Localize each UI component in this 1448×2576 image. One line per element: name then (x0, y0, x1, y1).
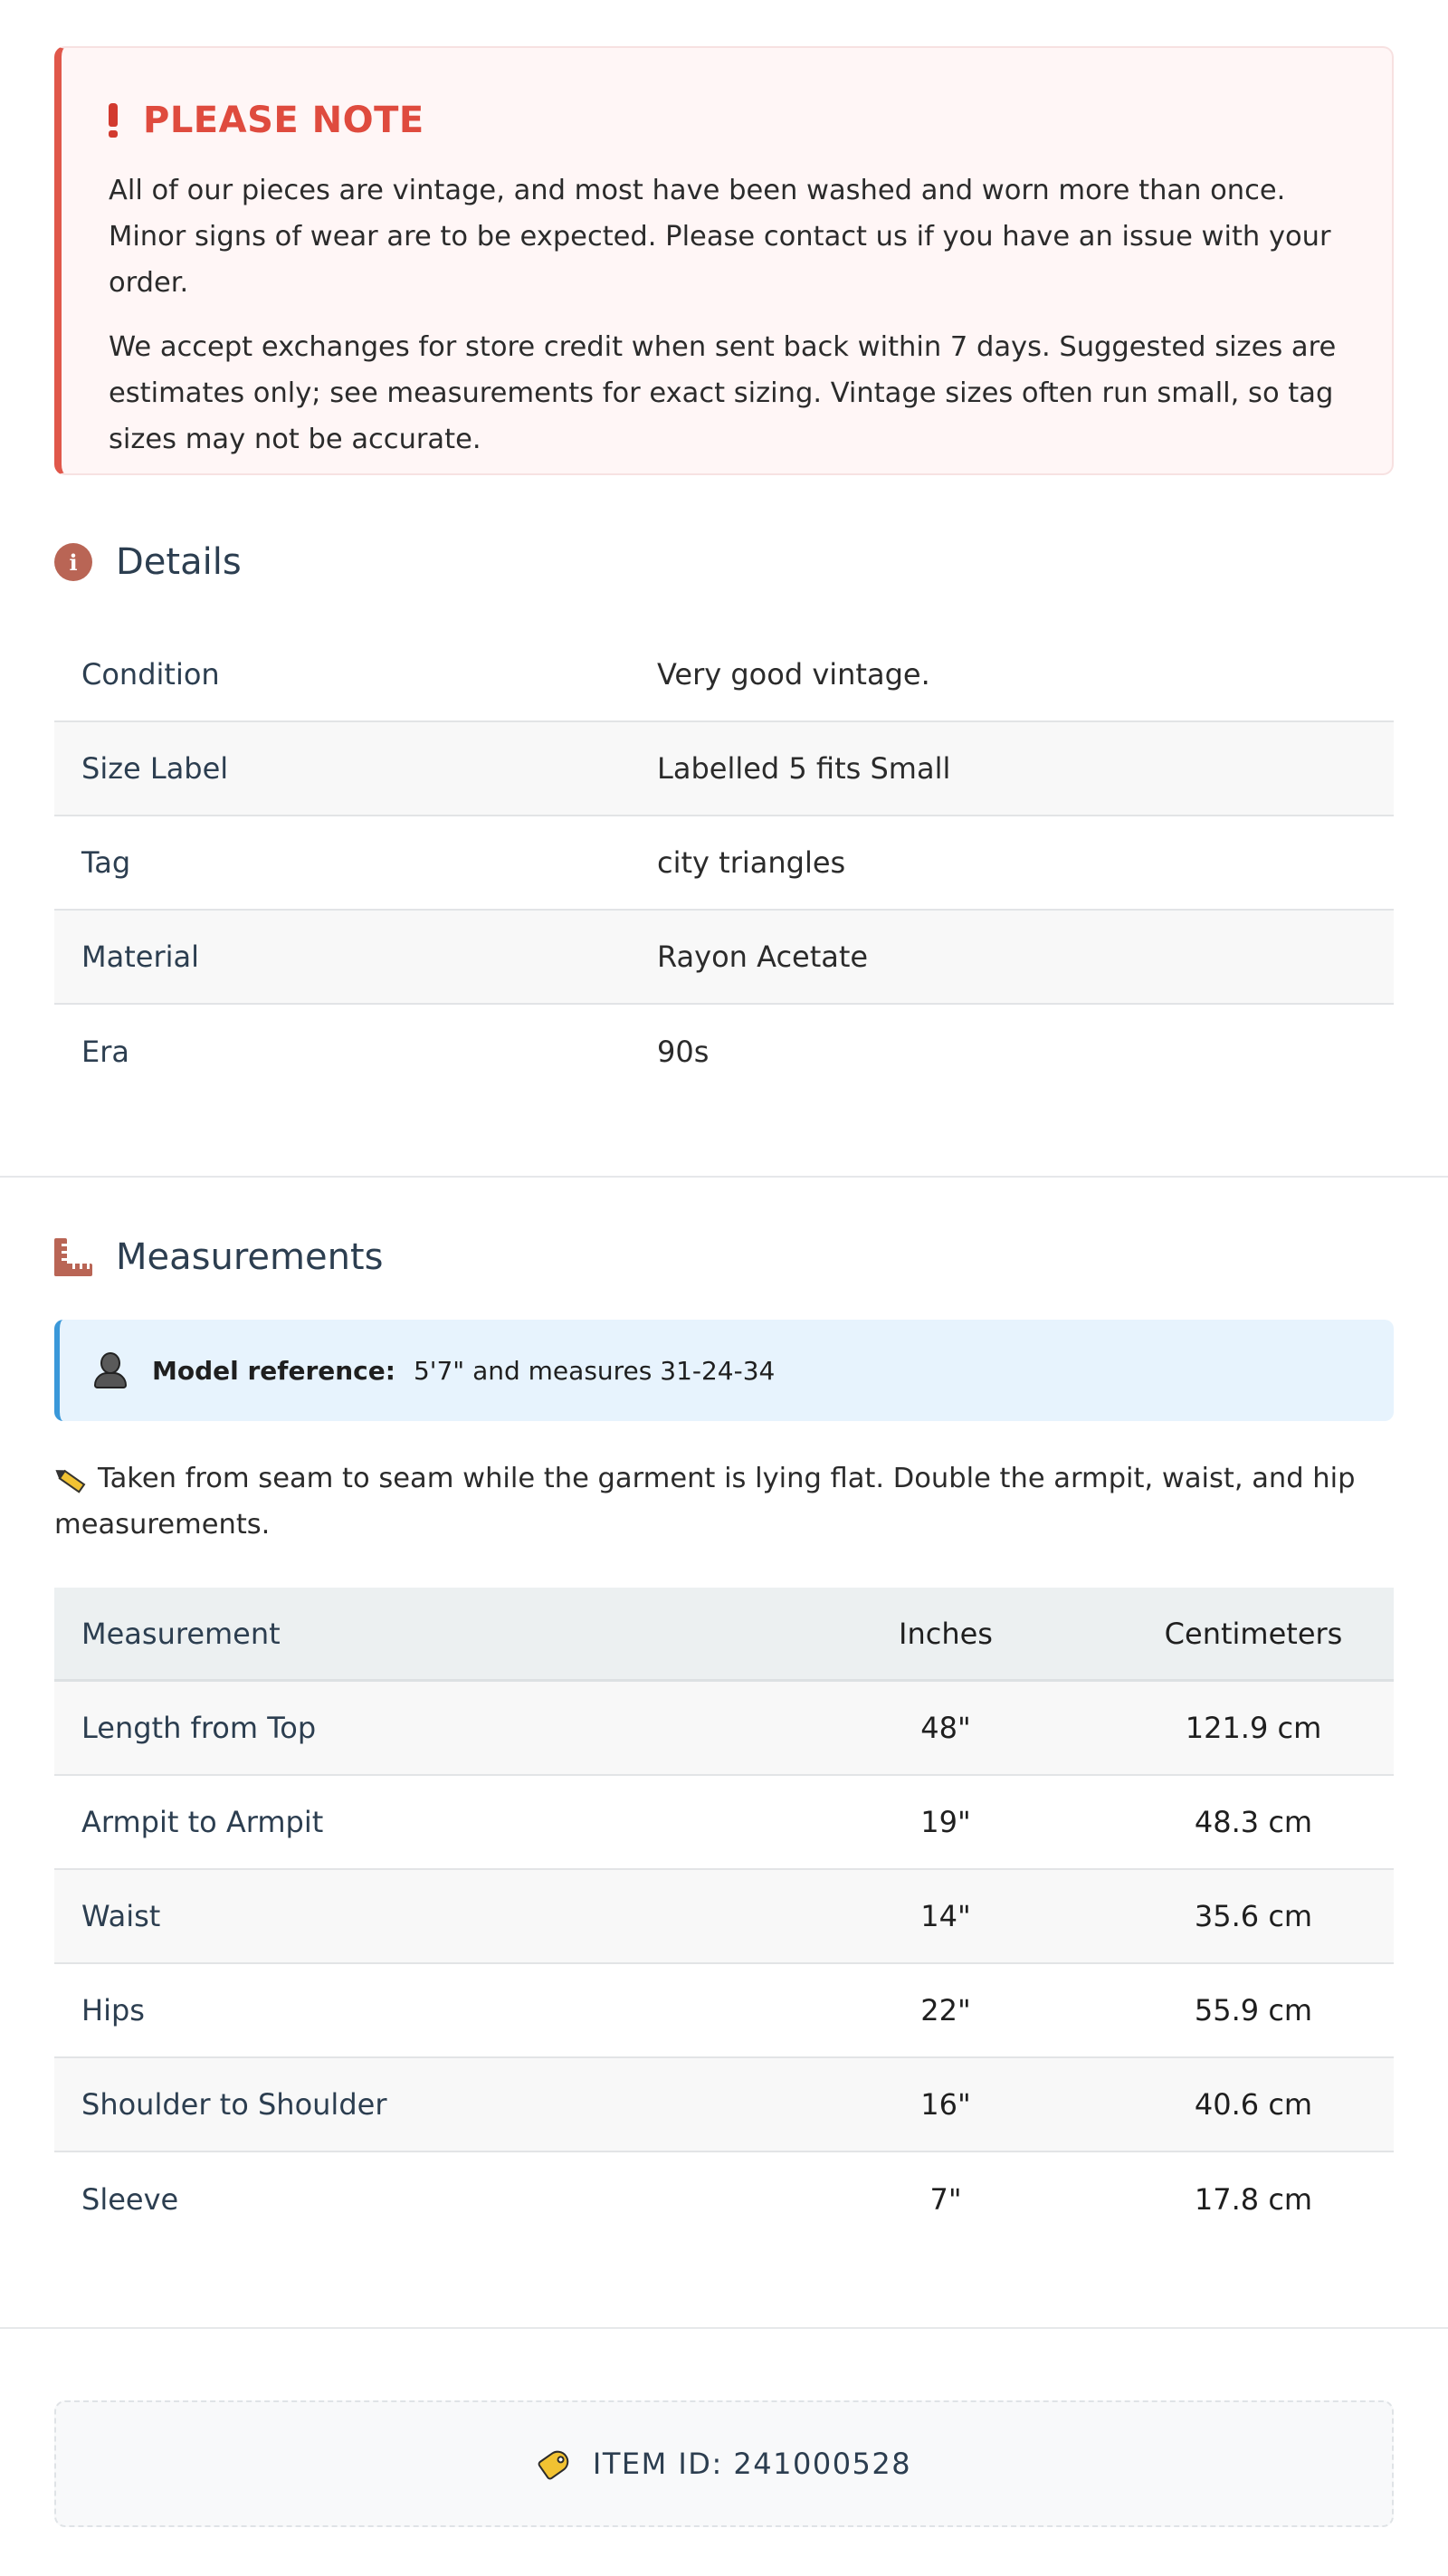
ruler-icon (54, 1238, 92, 1276)
measurement-inches: 16" (920, 2087, 971, 2122)
measurement-inches: 22" (920, 1993, 971, 2027)
details-table (54, 628, 1394, 1099)
tag-icon (529, 2438, 580, 2489)
measurements-title: Measurements (116, 1236, 384, 1278)
details-row (54, 816, 1394, 911)
info-icon: i (54, 543, 92, 581)
note-header (109, 100, 1347, 140)
exclamation-icon (109, 103, 118, 138)
details-row (54, 722, 1394, 816)
details-title: Details (116, 541, 242, 583)
table-row (54, 1682, 1394, 1776)
measurement-cm: 35.6 cm (1194, 1899, 1313, 1933)
details-header (54, 541, 242, 583)
details-value: Labelled 5 fits Small (657, 751, 951, 786)
measurement-cm: 40.6 cm (1194, 2087, 1313, 2122)
pencil-icon (52, 1464, 87, 1496)
details-row (54, 911, 1394, 1005)
measurements-table-body (54, 1682, 1394, 2247)
details-value: 90s (657, 1035, 710, 1069)
measurement-name: Hips (81, 1993, 145, 2027)
column-header-measurement: Measurement (81, 1616, 281, 1651)
table-row (54, 2058, 1394, 2152)
table-row (54, 2152, 1394, 2247)
measurement-inches: 14" (920, 1899, 971, 1933)
measurement-name: Waist (81, 1899, 161, 1933)
section-divider (0, 1176, 1448, 1178)
measurement-cm: 121.9 cm (1185, 1711, 1322, 1745)
item-id-box (54, 2400, 1394, 2527)
measurement-name: Sleeve (81, 2182, 179, 2217)
column-header-centimeters: Centimeters (1164, 1616, 1343, 1651)
section-divider (0, 2327, 1448, 2329)
details-label: Material (81, 940, 199, 974)
details-label: Size Label (81, 751, 229, 786)
measurement-cm: 55.9 cm (1194, 1993, 1313, 2027)
measurement-cm: 17.8 cm (1194, 2182, 1313, 2217)
column-header-inches: Inches (899, 1616, 993, 1651)
details-value: city triangles (657, 845, 846, 880)
details-value: Rayon Acetate (657, 940, 869, 974)
measurement-name: Shoulder to Shoulder (81, 2087, 387, 2122)
measurement-note-text: Taken from seam to seam while the garment is lying flat. Double the armpit, waist, and hip measurements. (54, 1463, 1356, 1541)
details-label: Condition (81, 657, 220, 692)
measurement-name: Armpit to Armpit (81, 1805, 324, 1839)
item-id: ITEM ID: 241000528 (592, 2447, 912, 2481)
note-title: PLEASE NOTE (143, 100, 424, 141)
model-reference-label: Model reference: (152, 1355, 395, 1386)
details-label: Era (81, 1035, 129, 1069)
measurements-table (54, 1588, 1394, 2247)
table-row (54, 1776, 1394, 1870)
details-row (54, 628, 1394, 722)
details-value: Very good vintage. (657, 657, 930, 692)
table-row (54, 1870, 1394, 1964)
table-row (54, 1964, 1394, 2058)
please-note-box (54, 46, 1394, 475)
details-row (54, 1005, 1394, 1099)
measurement-inches: 19" (920, 1805, 971, 1839)
measurement-inches: 48" (920, 1711, 971, 1745)
note-paragraph-1: All of our pieces are vintage, and most have been washed and worn more than once. Minor signs of wear are to be expected. Please contact us if you have an issue with your order. (109, 175, 1331, 299)
measurement-note (54, 1455, 1394, 1548)
details-label: Tag (81, 845, 131, 880)
model-reference (54, 1320, 1394, 1421)
measurements-header (54, 1236, 383, 1278)
person-icon (92, 1352, 129, 1388)
model-reference-value: 5'7" and measures 31-24-34 (413, 1355, 776, 1386)
measurement-cm: 48.3 cm (1194, 1805, 1313, 1839)
measurement-name: Length from Top (81, 1711, 317, 1745)
note-paragraph-2: We accept exchanges for store credit when sent back within 7 days. Suggested sizes are estimates only; see measurements for exact sizing. Vintage sizes often run small, so tag sizes may not be accurate. (109, 331, 1337, 455)
measurements-table-header (54, 1588, 1394, 1682)
measurement-inches: 7" (929, 2182, 962, 2217)
